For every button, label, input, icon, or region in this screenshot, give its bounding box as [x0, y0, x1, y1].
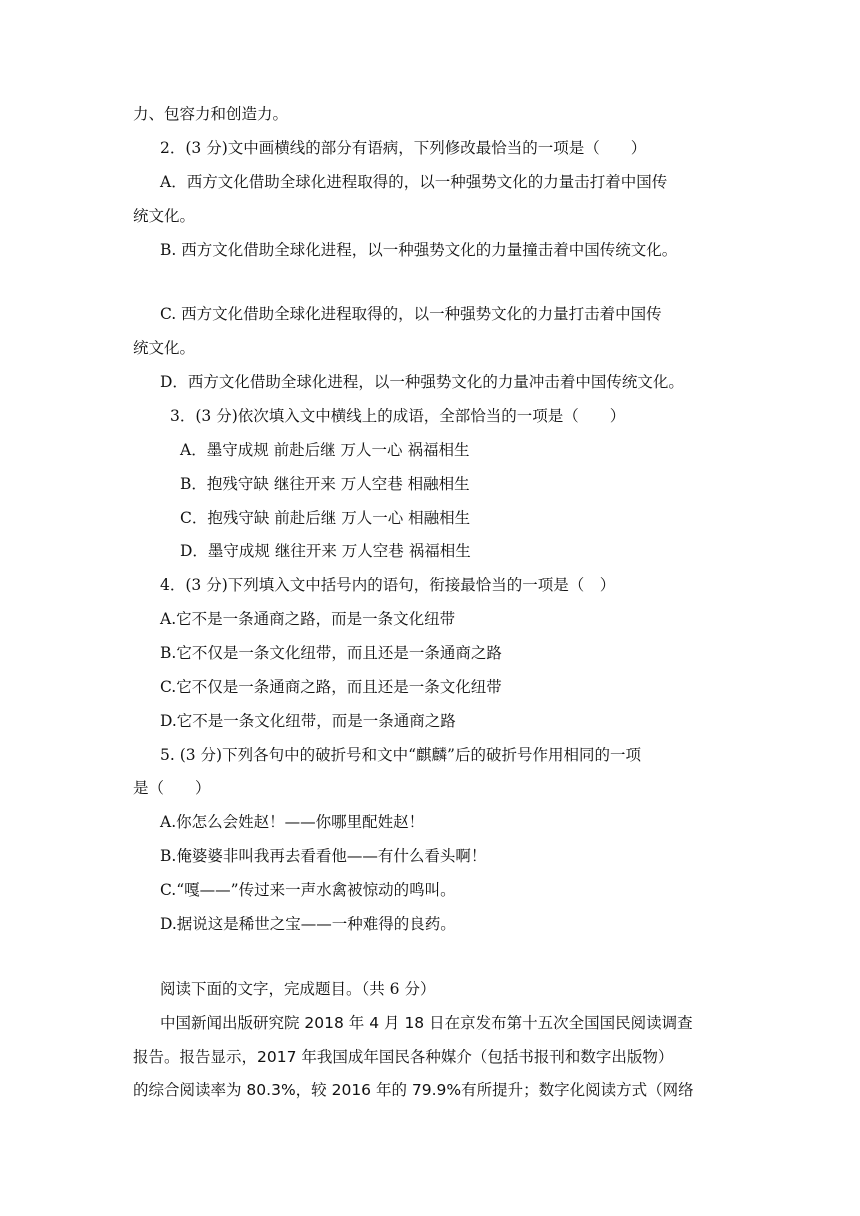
question-3: 3．(3 分)依次填入文中横线上的成语，全部恰当的一项是（ ）: [170, 407, 626, 425]
passage-line: 报告。报告显示，2017 年我国成年国民各种媒介（包括书报刊和数字出版物）: [133, 1048, 674, 1066]
option-2b: B. 西方文化借助全球化进程，以一种强势文化的力量撞击着中国传统文化。: [160, 241, 678, 259]
option-2d: D．西方文化借助全球化进程，以一种强势文化的力量冲击着中国传统文化。: [160, 373, 684, 391]
text-line: 统文化。: [133, 207, 196, 225]
option-3d: D．墨守成规 继往开来 万人空巷 祸福相生: [180, 542, 471, 560]
option-4b: B.它不仅是一条文化纽带，而且还是一条通商之路: [160, 644, 502, 662]
question-5: 5. (3 分)下列各句中的破折号和文中“麒麟”后的破折号作用相同的一项: [160, 746, 641, 764]
question-4: 4．(3 分)下列填入文中括号内的语句，衔接最恰当的一项是（ ）: [160, 576, 616, 594]
option-3c: C．抱残守缺 前赴后继 万人一心 相融相生: [180, 509, 471, 527]
text-line: 是（ ）: [133, 779, 211, 797]
text-line: 统文化。: [133, 339, 196, 357]
section-heading: 阅读下面的文字，完成题目。（共 6 分）: [160, 980, 436, 998]
option-2c: C. 西方文化借助全球化进程取得的，以一种强势文化的力量打击着中国传: [160, 305, 662, 323]
option-4c: C.它不仅是一条通商之路，而且还是一条文化纽带: [160, 678, 502, 696]
text-line: 力、包容力和创造力。: [133, 105, 289, 123]
option-4d: D.它不是一条文化纽带，而是一条通商之路: [160, 712, 456, 730]
option-5c: C.“嘎——”传过来一声水禽被惊动的鸣叫。: [160, 881, 456, 899]
option-4a: A.它不是一条通商之路，而是一条文化纽带: [160, 610, 456, 628]
option-2a: A．西方文化借助全球化进程取得的，以一种强势文化的力量击打着中国传: [160, 173, 668, 191]
question-2: 2．(3 分)文中画横线的部分有语病，下列修改最恰当的一项是（ ）: [160, 139, 647, 157]
passage-line: 中国新闻出版研究院 2018 年 4 月 18 日在京发布第十五次全国国民阅读调查: [160, 1014, 693, 1032]
passage-line: 的综合阅读率为 80.3%，较 2016 年的 79.9%有所提升；数字化阅读方式（网络: [133, 1081, 694, 1099]
option-5b: B.俺婆婆非叫我再去看看他——有什么看头啊！: [160, 847, 487, 865]
option-3b: B．抱残守缺 继往开来 万人空巷 相融相生: [180, 475, 470, 493]
option-3a: A．墨守成规 前赴后继 万人一心 祸福相生: [180, 441, 470, 459]
option-5a: A.你怎么会姓赵！——你哪里配姓赵！: [160, 813, 425, 831]
option-5d: D.据说这是稀世之宝——一种难得的良药。: [160, 915, 456, 933]
